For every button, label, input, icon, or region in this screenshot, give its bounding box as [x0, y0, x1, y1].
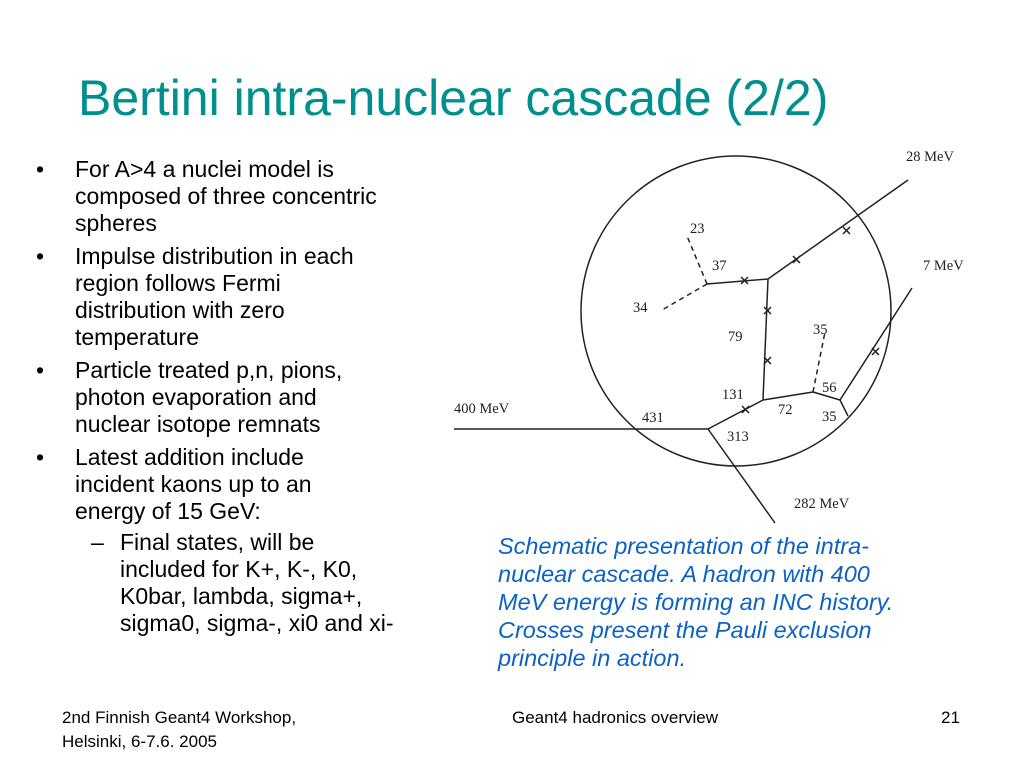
bullet-line: composed of three concentric — [75, 183, 377, 209]
label-131: 131 — [722, 387, 744, 403]
label-35a: 35 — [813, 322, 828, 338]
track-35b — [840, 400, 848, 416]
sub-bullet-marker: – — [91, 529, 104, 555]
bullet-line: Latest addition include — [75, 444, 304, 470]
track-23 — [687, 236, 707, 284]
figure-caption — [498, 532, 1003, 672]
sub-bullet-line: sigma0, sigma-, xi0 and xi- — [120, 610, 394, 636]
track-37 — [707, 279, 768, 284]
x-mark-icon — [793, 256, 800, 263]
label-313: 313 — [727, 429, 749, 445]
bullet-item — [30, 357, 460, 438]
track-7mev — [840, 288, 912, 400]
bullet-line: photon evaporation and — [75, 384, 317, 410]
sub-bullet-line: included for K+, K-, K0, — [120, 556, 358, 582]
x-mark-icon — [872, 348, 879, 355]
bullet-line: nuclear isotope remnats — [75, 411, 321, 437]
footer-center: Geant4 hadronics overview — [512, 708, 719, 727]
page-number: 21 — [941, 708, 960, 727]
caption-line: Crosses present the Pauli exclusion — [498, 617, 872, 643]
bullet-item — [30, 243, 460, 351]
label-23: 23 — [690, 221, 705, 237]
bullet-line: temperature — [75, 324, 200, 350]
slide-title: Bertini intra-nuclear cascade (2/2) — [78, 70, 829, 126]
bullet-line: energy of 15 GeV: — [75, 498, 261, 524]
bullet-marker: • — [36, 444, 45, 470]
label-35b: 35 — [822, 409, 837, 425]
track-72 — [763, 392, 813, 400]
x-mark-icon — [741, 227, 879, 413]
footer-event-line: 2nd Finnish Geant4 Workshop, — [62, 708, 297, 727]
label-28mev: 28 MeV — [906, 149, 954, 165]
bullet-marker: • — [36, 357, 45, 383]
bullet-line: region follows Fermi — [75, 270, 281, 296]
label-79: 79 — [728, 329, 743, 345]
label-34: 34 — [633, 300, 648, 316]
track-34 — [662, 284, 707, 310]
bullet-line: incident kaons up to an — [75, 471, 312, 497]
caption-line: nuclear cascade. A hadron with 400 — [498, 561, 870, 587]
bullet-line: For A>4 a nuclei model is — [75, 156, 334, 182]
nucleus-circle — [581, 156, 891, 466]
label-282mev: 282 MeV — [794, 496, 850, 512]
sub-bullet-line: Final states, will be — [120, 529, 315, 555]
caption-line: MeV energy is forming an INC history. — [498, 589, 894, 615]
label-72: 72 — [778, 402, 793, 418]
label-400mev: 400 MeV — [454, 401, 510, 417]
track-79 — [763, 279, 768, 400]
bullet-line: distribution with zero — [75, 297, 285, 323]
track-313 — [708, 400, 763, 429]
bullet-line: spheres — [75, 210, 157, 236]
sub-bullet-item — [75, 529, 460, 637]
caption-line: Schematic presentation of the intra- — [498, 533, 869, 559]
label-7mev: 7 MeV — [923, 258, 964, 274]
bullet-line: Impulse distribution in each — [75, 243, 354, 269]
sub-bullet-line: K0bar, lambda, sigma+, — [120, 583, 363, 609]
x-mark-icon — [742, 406, 749, 413]
footer-left — [62, 706, 296, 754]
bullet-line: Particle treated p,n, pions, — [75, 357, 343, 383]
label-56: 56 — [822, 380, 837, 396]
bullet-marker: • — [36, 156, 45, 182]
cascade-diagram — [450, 140, 990, 525]
footer-event-line: Helsinki, 6-7.6. 2005 — [62, 732, 217, 751]
caption-line: principle in action. — [498, 645, 687, 671]
bullet-item — [30, 444, 460, 637]
label-37: 37 — [712, 258, 727, 274]
sub-bullet-list — [75, 529, 460, 637]
bullet-marker: • — [36, 243, 45, 269]
bullet-list — [30, 156, 460, 643]
bullet-item — [30, 156, 460, 237]
x-mark-icon — [843, 227, 850, 234]
label-431: 431 — [642, 410, 664, 426]
